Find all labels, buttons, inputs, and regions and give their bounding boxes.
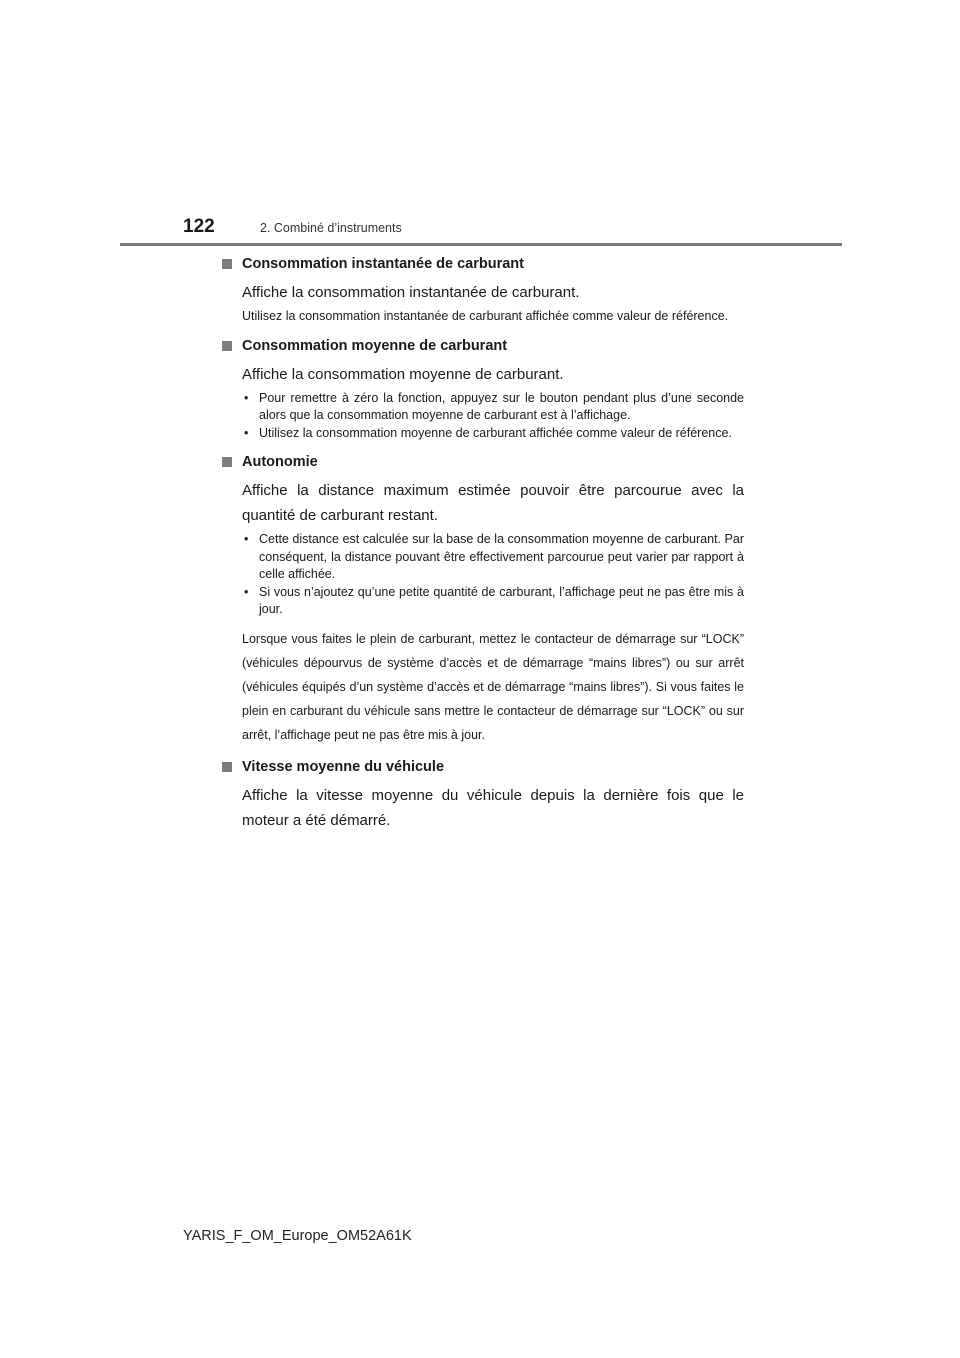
section-average-consumption xyxy=(222,336,744,443)
section-heading xyxy=(222,254,744,274)
section-lead: Affiche la consommation moyenne de carburant. xyxy=(242,365,564,383)
section-title: Autonomie xyxy=(242,454,318,470)
list-item: • Si vous n’ajoutez qu’une petite quantité de carburant, l’affichage peut ne pas être mis à jour. xyxy=(244,584,744,616)
bullet-list xyxy=(242,531,744,619)
page-number: 122 xyxy=(183,216,215,237)
list-item: • Pour remettre à zéro la fonction, appuyez sur le bouton pendant plus d’une seconde alors que la consommation moyenne de carburant est à l’affichage. xyxy=(244,390,744,422)
section-title: Vitesse moyenne du véhicule xyxy=(242,758,445,775)
section-lead: Affiche la distance maximum estimée pouvoir être parcourue avec la quantité de carburant restant. xyxy=(242,482,744,524)
list-item: • Cette distance est calculée sur la base de la consommation moyenne de carburant. Par conséquent, la distance pouvant être effectivement parcourue peut varier par rapport à celle affichée. xyxy=(244,532,744,581)
bullet-dot-icon: • xyxy=(244,532,249,546)
section-lead: Affiche la consommation instantanée de carburant. xyxy=(242,284,580,301)
page-content xyxy=(222,254,744,833)
section-average-speed xyxy=(222,757,744,833)
bullet-dot-icon: • xyxy=(244,390,249,405)
section-lead: Affiche la vitesse moyenne du véhicule depuis la dernière fois que le moteur a été démarré. xyxy=(242,786,744,829)
square-bullet-icon xyxy=(222,762,232,772)
section-instant-consumption xyxy=(222,254,744,326)
section-heading xyxy=(222,336,744,356)
section-note: Utilisez la consommation instantanée de carburant affichée comme valeur de référence. xyxy=(242,309,729,323)
document-code: YARIS_F_OM_Europe_OM52A61K xyxy=(183,1228,412,1244)
list-item: • Utilisez la consommation moyenne de carburant affichée comme valeur de référence. xyxy=(242,425,744,443)
square-bullet-icon xyxy=(222,259,232,269)
header-rule xyxy=(120,243,842,246)
section-heading xyxy=(222,452,744,472)
section-range xyxy=(222,452,744,747)
section-title: Consommation instantanée de carburant xyxy=(242,256,524,272)
square-bullet-icon xyxy=(222,457,232,467)
section-paragraph: Lorsque vous faites le plein de carburant, mettez le contacteur de démarrage sur “LOCK” (véhicules dépourvus de système d’accès et de démarrage “mains libres”) ou sur arrêt (véhicules équipés d’un système d’accès et de démarrage “mains libres”). Si vous faites le plein en carburant du véhicule sans mettre le contacteur de démarrage sur “LOCK” ou sur arrêt, l’affichage peut ne pas être mis à jour. xyxy=(242,631,744,742)
section-title: Consommation moyenne de carburant xyxy=(242,337,508,354)
chapter-title: 2. Combiné d’instruments xyxy=(260,221,402,235)
bullet-dot-icon: • xyxy=(244,425,249,440)
bullet-list xyxy=(242,390,744,443)
square-bullet-icon xyxy=(222,341,232,351)
bullet-dot-icon: • xyxy=(244,584,249,599)
section-heading xyxy=(222,757,744,777)
